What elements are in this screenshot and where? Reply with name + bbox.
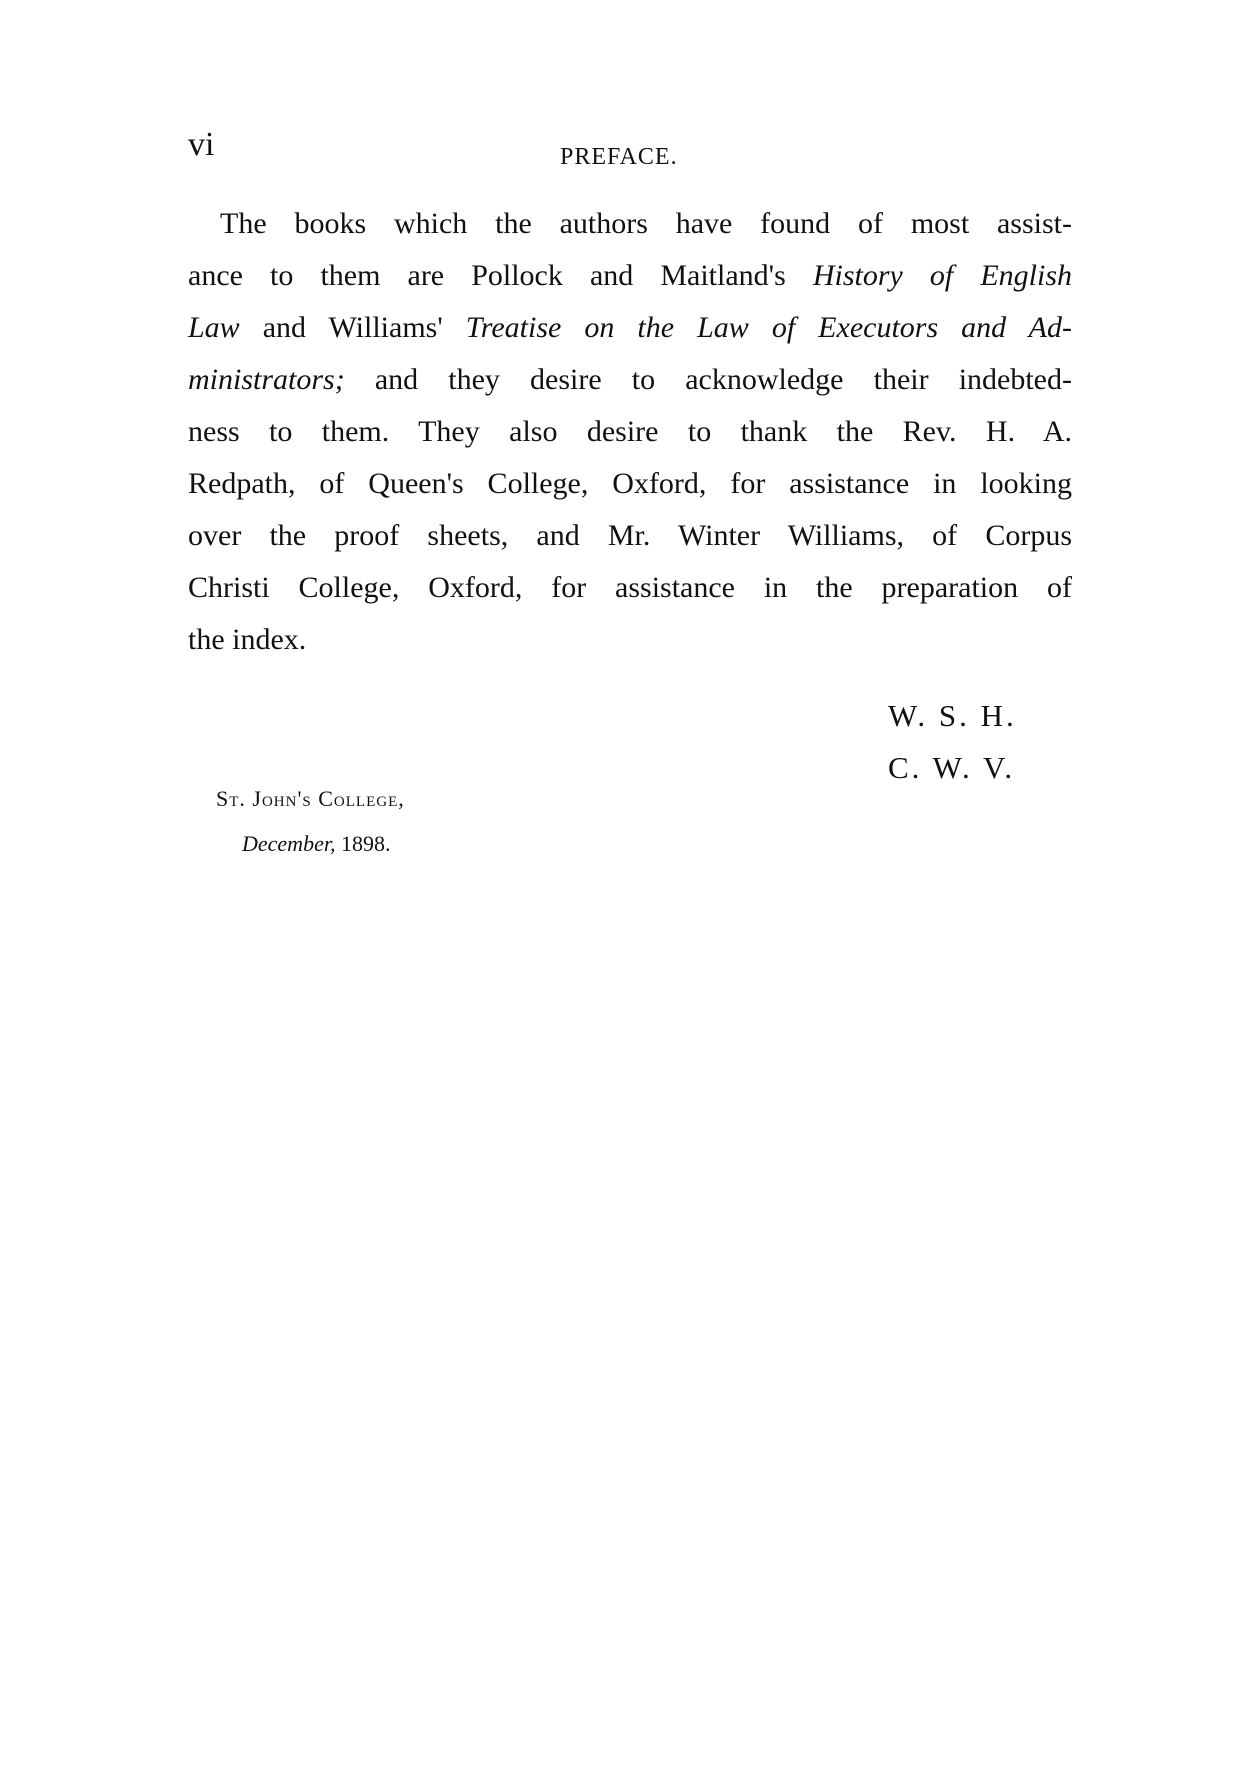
running-head: PREFACE. <box>560 144 678 170</box>
signature-place: St. John's College, <box>216 786 405 811</box>
author-initials <box>888 690 1017 794</box>
signature-date-month: December, <box>242 831 336 856</box>
book-title-treatise: Treatise on the Law of Executors and Ad- <box>465 311 1072 344</box>
signature-date-year: 1898. <box>335 831 391 856</box>
author-initials-1: W. S. H. <box>888 698 1017 733</box>
preface-paragraph <box>188 198 1072 666</box>
signature-date <box>242 833 390 855</box>
book-title-treatise-end: ministrators; <box>188 363 345 396</box>
paragraph-line-8: Christi College, Oxford, for assistance in the preparation of <box>188 571 1072 604</box>
paragraph-line-6: Redpath, of Queen's College, Oxford, for assistance in looking <box>188 467 1072 500</box>
paragraph-line-3: Law and Williams' Treatise on the Law of Executors and Ad- <box>188 311 1072 344</box>
book-title-history: History of English <box>812 259 1072 292</box>
book-title-history-end: Law <box>188 311 240 344</box>
paragraph-line-1: The books which the authors have found of most assist- <box>220 207 1072 240</box>
paragraph-line-4: ministrators; and they desire to acknowledge their indebted- <box>188 363 1072 396</box>
paragraph-line-2: ance to them are Pollock and Maitland's History of English <box>188 259 1072 292</box>
author-initials-2: C. W. V. <box>888 750 1016 785</box>
paragraph-line-7: over the proof sheets, and Mr. Winter Williams, of Corpus <box>188 519 1072 552</box>
page-number: vi <box>188 126 215 163</box>
paragraph-line-9: the index. <box>188 623 307 656</box>
paragraph-line-5: ness to them. They also desire to thank the Rev. H. A. <box>188 415 1072 448</box>
